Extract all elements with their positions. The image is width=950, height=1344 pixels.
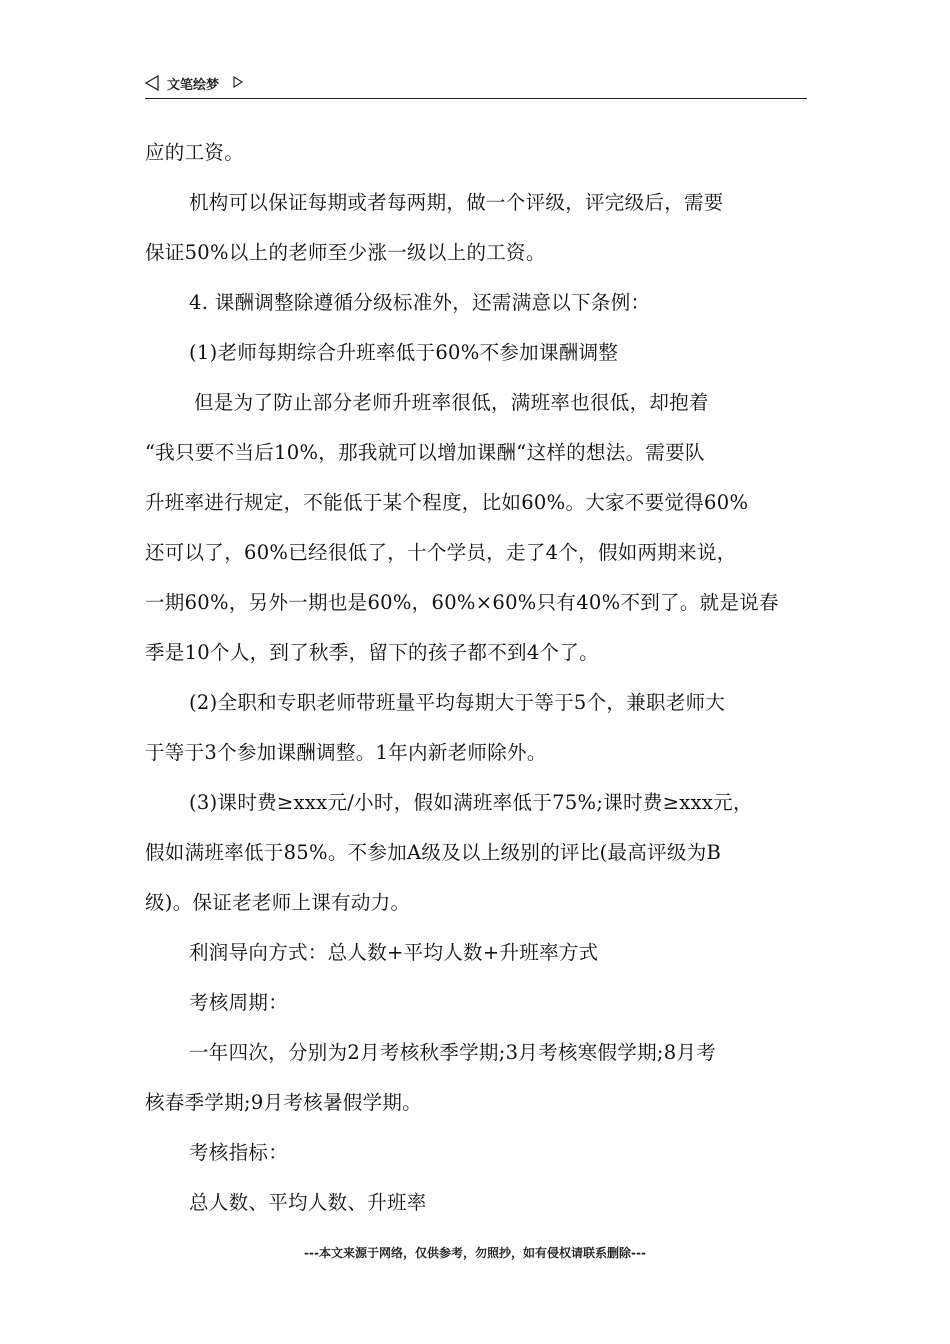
text-line: “我只要不当后10%，那我就可以增加课酬“这样的想法。需要队	[145, 441, 705, 464]
text-line: 一年四次，分别为2月考核秋季学期;3月考核寒假学期;8月考	[189, 1041, 717, 1064]
text-line: 总人数、平均人数、升班率	[189, 1191, 427, 1214]
text-line: 季是10个人，到了秋季，留下的孩子都不到4个了。	[145, 641, 599, 664]
left-triangle-icon	[145, 75, 159, 91]
right-triangle-icon	[233, 76, 243, 88]
text-line: (1)老师每期综合升班率低于60%不参加课酬调整	[189, 341, 619, 364]
text-line: 机构可以保证每期或者每两期，做一个评级，评完级后，需要	[189, 191, 724, 214]
text-line: 但是为了防止部分老师升班率很低，满班率也很低，却抱着	[194, 391, 709, 414]
document-body	[145, 128, 813, 1228]
text-line: (2)全职和专职老师带班量平均每期大于等于5个，兼职老师大	[189, 691, 726, 714]
text-line: 一期60%，另外一期也是60%，60%×60%只有40%不到了。就是说春	[145, 591, 779, 614]
text-line: 应的工资。	[145, 141, 245, 164]
text-line: 利润导向方式：总人数+平均人数+升班率方式	[189, 941, 599, 964]
text-line: (3)课时费≥xxx元/小时，假如满班率低于75%;课时费≥xxx元，	[189, 791, 753, 814]
page-footer-disclaimer: ---本文来源于网络，仅供参考，勿照抄，如有侵权请联系删除---	[304, 1246, 646, 1260]
text-line: 级)。保证老老师上课有动力。	[145, 891, 411, 914]
text-line: 4. 课酬调整除遵循分级标准外，还需满意以下条例：	[189, 291, 651, 314]
page-header	[145, 72, 807, 99]
text-line: 考核指标：	[189, 1141, 289, 1164]
text-line: 假如满班率低于85%。不参加A级及以上级别的评比(最高评级为B	[145, 841, 722, 864]
text-line: 升班率进行规定，不能低于某个程度，比如60%。大家不要觉得60%	[145, 491, 749, 514]
text-line: 于等于3个参加课酬调整。1年内新老师除外。	[145, 741, 547, 764]
text-line: 核春季学期;9月考核暑假学期。	[145, 1091, 422, 1114]
text-line: 考核周期：	[189, 991, 289, 1014]
header-brand: 文笔绘梦	[167, 78, 220, 93]
text-line: 还可以了，60%已经很低了，十个学员，走了4个，假如两期来说，	[145, 541, 737, 564]
text-line: 保证50%以上的老师至少涨一级以上的工资。	[145, 241, 546, 264]
